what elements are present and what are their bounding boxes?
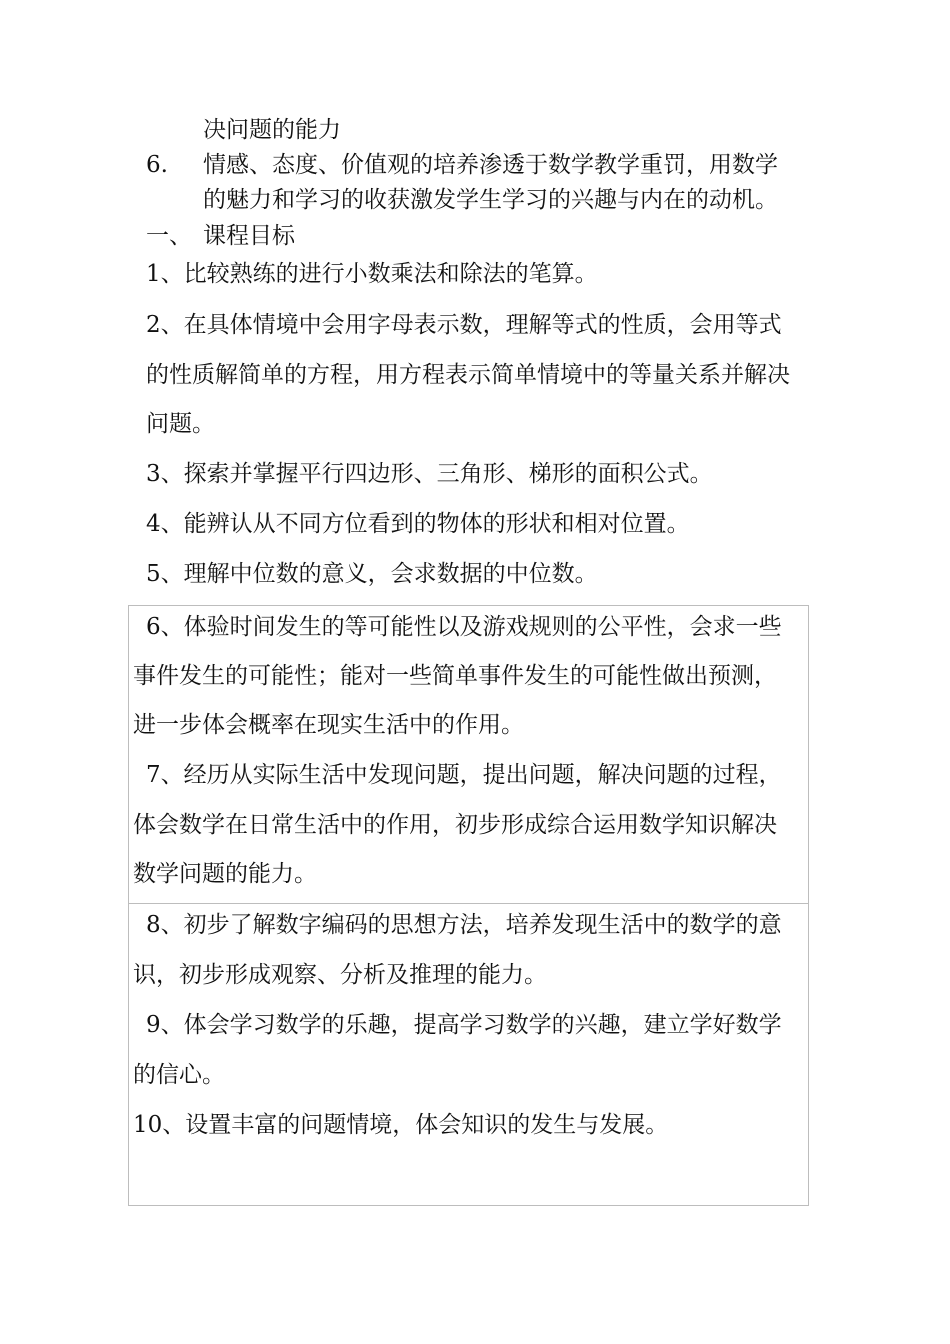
item-6-line-1: 情感、态度、价值观的培养渗透于数学教学重罚，用数学 [203,152,778,178]
item-6-line-2: 的魅力和学习的收获激发学生学习的兴趣与内在的动机。 [203,187,778,213]
section-number: 一、 [146,223,192,249]
goal-9-line-2: 的信心。 [133,1062,225,1088]
goal-6-line-2: 事件发生的可能性；能对一些简单事件发生的可能性做出预测， [133,663,777,689]
goal-7-line-3: 数学问题的能力。 [133,861,317,887]
goal-2-line-1: 2、在具体情境中会用字母表示数，理解等式的性质，会用等式 [146,312,782,338]
goal-2-line-2: 的性质解简单的方程，用方程表示简单情境中的等量关系并解决 [146,362,790,388]
goal-7-line-1: 7、经历从实际生活中发现问题，提出问题，解决问题的过程， [146,762,782,788]
goal-10-line-1: 10、设置丰富的问题情境，体会知识的发生与发展。 [133,1112,669,1138]
table-frame-bottom [128,903,809,1206]
goal-9-line-1: 9、体会学习数学的乐趣，提高学习数学的兴趣，建立学好数学 [146,1012,782,1038]
goal-1-line-1: 1、比较熟练的进行小数乘法和除法的笔算。 [146,261,598,287]
goal-7-line-2: 体会数学在日常生活中的作用，初步形成综合运用数学知识解决 [133,812,777,838]
goal-4-line-1: 4、能辨认从不同方位看到的物体的形状和相对位置。 [146,511,690,537]
intro-continuation-line: 决问题的能力 [203,117,341,143]
goal-8-line-1: 8、初步了解数字编码的思想方法，培养发现生活中的数学的意 [146,912,782,938]
goal-3-line-1: 3、探索并掌握平行四边形、三角形、梯形的面积公式。 [146,461,713,487]
goal-5-line-1: 5、理解中位数的意义，会求数据的中位数。 [146,561,598,587]
goal-6-line-1: 6、体验时间发生的等可能性以及游戏规则的公平性，会求一些 [146,614,782,640]
goal-2-line-3: 问题。 [146,411,215,437]
item-6-number: 6. [146,152,168,178]
goal-8-line-2: 识，初步形成观察、分析及推理的能力。 [133,962,547,988]
goal-6-line-3: 进一步体会概率在现实生活中的作用。 [133,712,524,738]
section-title: 课程目标 [203,223,295,249]
